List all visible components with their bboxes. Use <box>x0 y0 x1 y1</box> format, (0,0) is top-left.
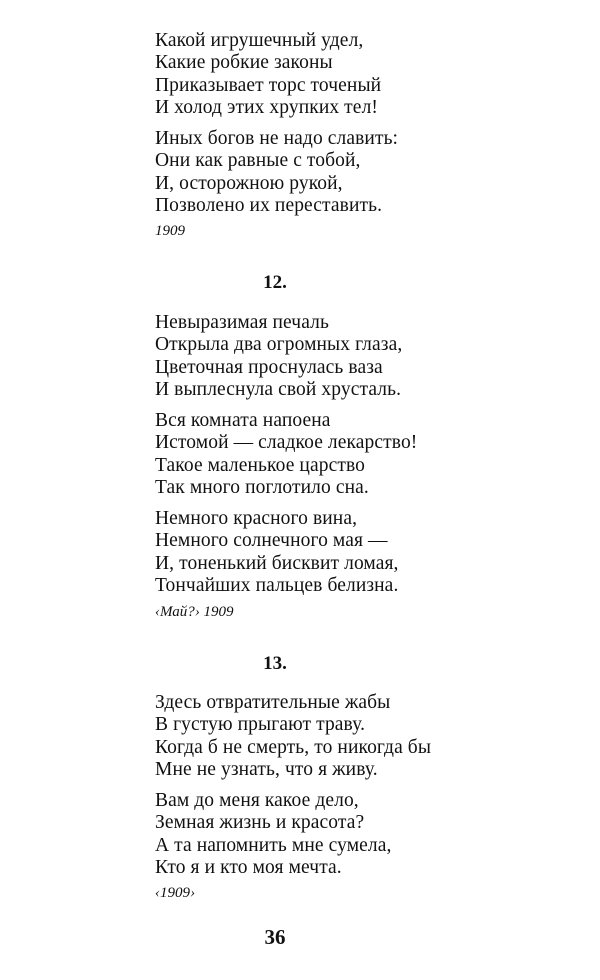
verse-line: Здесь отвратительные жабы <box>155 692 391 713</box>
verse-line: Тончайших пальцев белизна. <box>155 574 399 596</box>
verse-line: Они как равные с тобой, <box>155 150 361 172</box>
page-number: 36 <box>264 925 286 949</box>
poem-13-stanza-2 <box>155 790 391 879</box>
verse-line: А та напомнить мне сумела, <box>155 834 392 856</box>
verse-line: Кто я и кто моя мечта. <box>155 856 342 878</box>
verse-line: Немного красного вина, <box>155 508 358 529</box>
verse-line: Позволено их переставить. <box>155 194 383 216</box>
verse-line: В густую прыгают траву. <box>155 714 366 736</box>
verse-line: Какие робкие законы <box>155 52 333 74</box>
poem-13-number: 13. <box>263 653 287 674</box>
poem-prev-date: 1909 <box>155 223 185 239</box>
poem-12-stanza-1 <box>155 312 402 401</box>
verse-line: Какой игрушечный удел, <box>155 30 364 51</box>
verse-line: Вся комната напоена <box>155 410 331 431</box>
verse-line: Земная жизнь и красота? <box>155 812 365 834</box>
poem-12-stanza-2 <box>155 410 417 499</box>
verse-line: Такое маленькое царство <box>155 454 365 476</box>
verse-line: И холод этих хрупких тел! <box>155 96 378 118</box>
poem-12-stanza-3 <box>155 508 399 597</box>
poem-12-date: ‹Май?› 1909 <box>155 604 234 620</box>
verse-line: Немного солнечного мая — <box>155 530 388 552</box>
poem-12-number: 12. <box>263 272 287 293</box>
verse-line: Когда б не смерть, то никогда бы <box>155 736 432 758</box>
verse-line: Истомой — сладкое лекарство! <box>155 432 418 454</box>
verse-line: Иных богов не надо славить: <box>155 128 399 149</box>
poem-13-stanza-1 <box>155 692 431 781</box>
verse-line: Вам до меня какое дело, <box>155 790 359 811</box>
verse-line: Невыразимая печаль <box>155 312 329 333</box>
verse-line: И выплеснула свой хрусталь. <box>155 378 402 400</box>
verse-line: Мне не узнать, что я живу. <box>155 758 378 780</box>
verse-line: Так много поглотило сна. <box>155 476 369 498</box>
verse-line: Открыла два огромных глаза, <box>155 334 403 356</box>
verse-line: Цветочная проснулась ваза <box>155 356 383 378</box>
verse-line: И, тоненький бисквит ломая, <box>155 552 399 574</box>
poem-13-date: ‹1909› <box>155 885 195 901</box>
verse-line: И, осторожною рукой, <box>155 172 343 194</box>
poem-prev-stanza-2 <box>155 128 398 217</box>
poem-prev-stanza-1 <box>155 30 381 119</box>
verse-line: Приказывает торс точеный <box>155 74 382 96</box>
